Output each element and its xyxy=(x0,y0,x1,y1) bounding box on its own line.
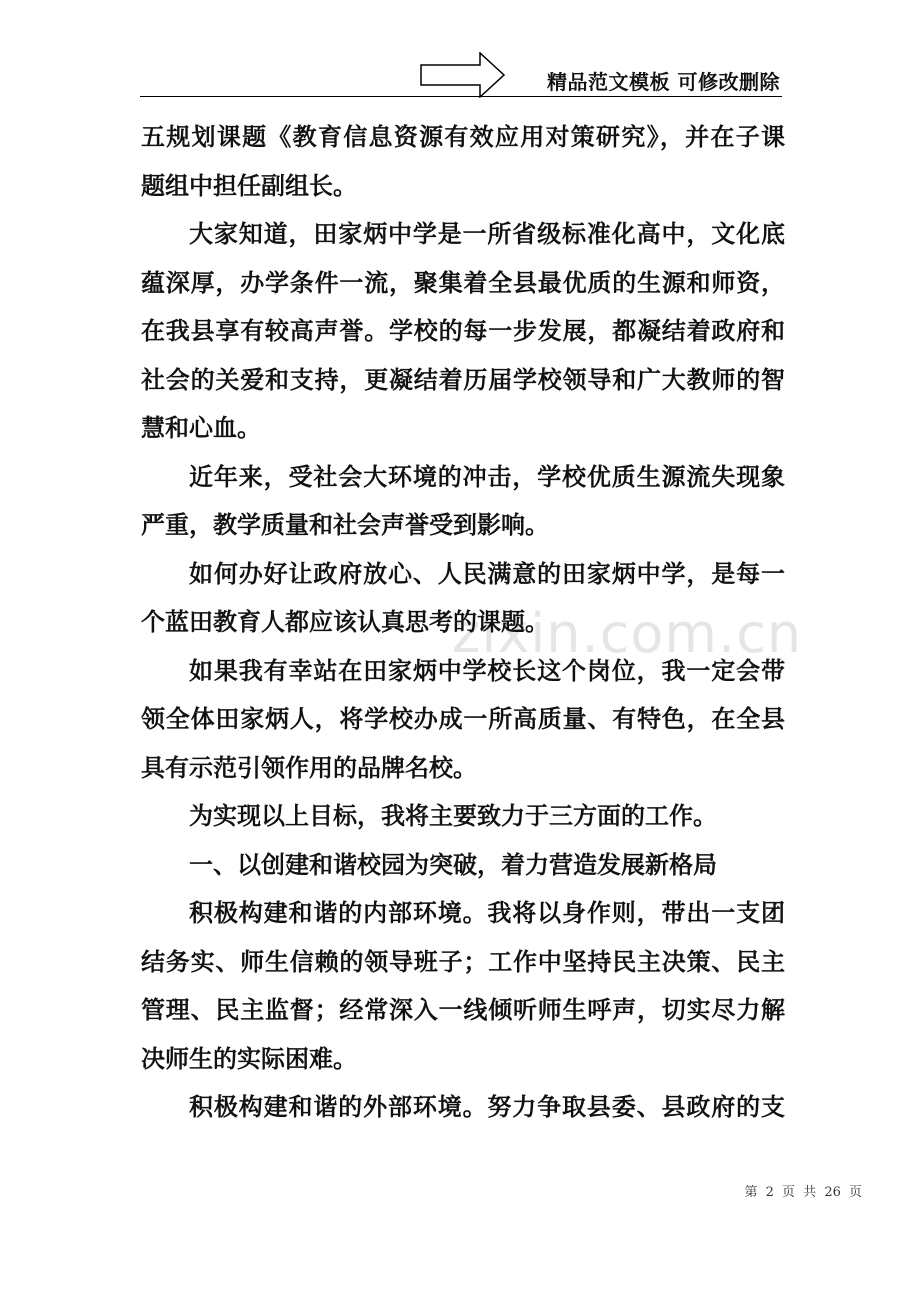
body-line: 严重，教学质量和社会声誉受到影响。 xyxy=(141,510,549,539)
body-line: 在我县享有较高声誉。学校的每一步发展，都凝结着政府和 xyxy=(141,316,785,345)
header-divider xyxy=(140,96,782,97)
body-line: 如果我有幸站在田家炳中学校长这个岗位，我一定会带 xyxy=(189,655,785,685)
body-line: 个蓝田教育人都应该认真思考的课题。 xyxy=(141,607,549,636)
page-header xyxy=(140,50,782,98)
body-line: 蕴深厚，办学条件一流，聚集着全县最优质的生源和师资， xyxy=(141,267,785,297)
body-line: 近年来，受社会大环境的冲击，学校优质生源流失现象 xyxy=(189,461,785,491)
body-line: 为实现以上目标，我将主要致力于三方面的工作。 xyxy=(189,801,717,830)
header-title: 精品范文模板 可修改删除 xyxy=(547,70,780,94)
body-line: 积极构建和谐的外部环境。努力争取县委、县政府的支 xyxy=(189,1092,785,1121)
body-line: 题组中担任副组长。 xyxy=(141,170,357,200)
body-line: 慧和心血。 xyxy=(141,413,261,442)
body-line: 五规划课题《教育信息资源有效应用对策研究》，并在子课 xyxy=(141,122,785,151)
body-line: 领全体田家炳人，将学校办成一所高质量、有特色，在全县 xyxy=(141,704,785,733)
body-line: 社会的关爱和支持，更凝结着历届学校领导和广大教师的智 xyxy=(141,364,785,394)
section-heading: 一、以创建和谐校园为突破，着力营造发展新格局 xyxy=(189,849,717,879)
body-line: 结务实、师生信赖的领导班子；工作中坚持民主决策、民主 xyxy=(141,946,785,976)
page-number: 第 2 页 共 26 页 xyxy=(744,1185,862,1200)
watermark: zixin.com.cn xyxy=(452,602,803,665)
body-line: 决师生的实际困难。 xyxy=(141,1043,357,1073)
right-arrow-icon xyxy=(420,52,506,98)
body-line: 管理、民主监督；经常深入一线倾听师生呼声，切实尽力解 xyxy=(141,995,785,1024)
body-line: 大家知道，田家炳中学是一所省级标准化高中，文化底 xyxy=(189,219,785,248)
body-line: 积极构建和谐的内部环境。我将以身作则，带出一支团 xyxy=(189,898,785,927)
body-line: 具有示范引领作用的品牌名校。 xyxy=(141,752,477,782)
body-line: 如何办好让政府放心、人民满意的田家炳中学，是每一 xyxy=(189,558,785,588)
